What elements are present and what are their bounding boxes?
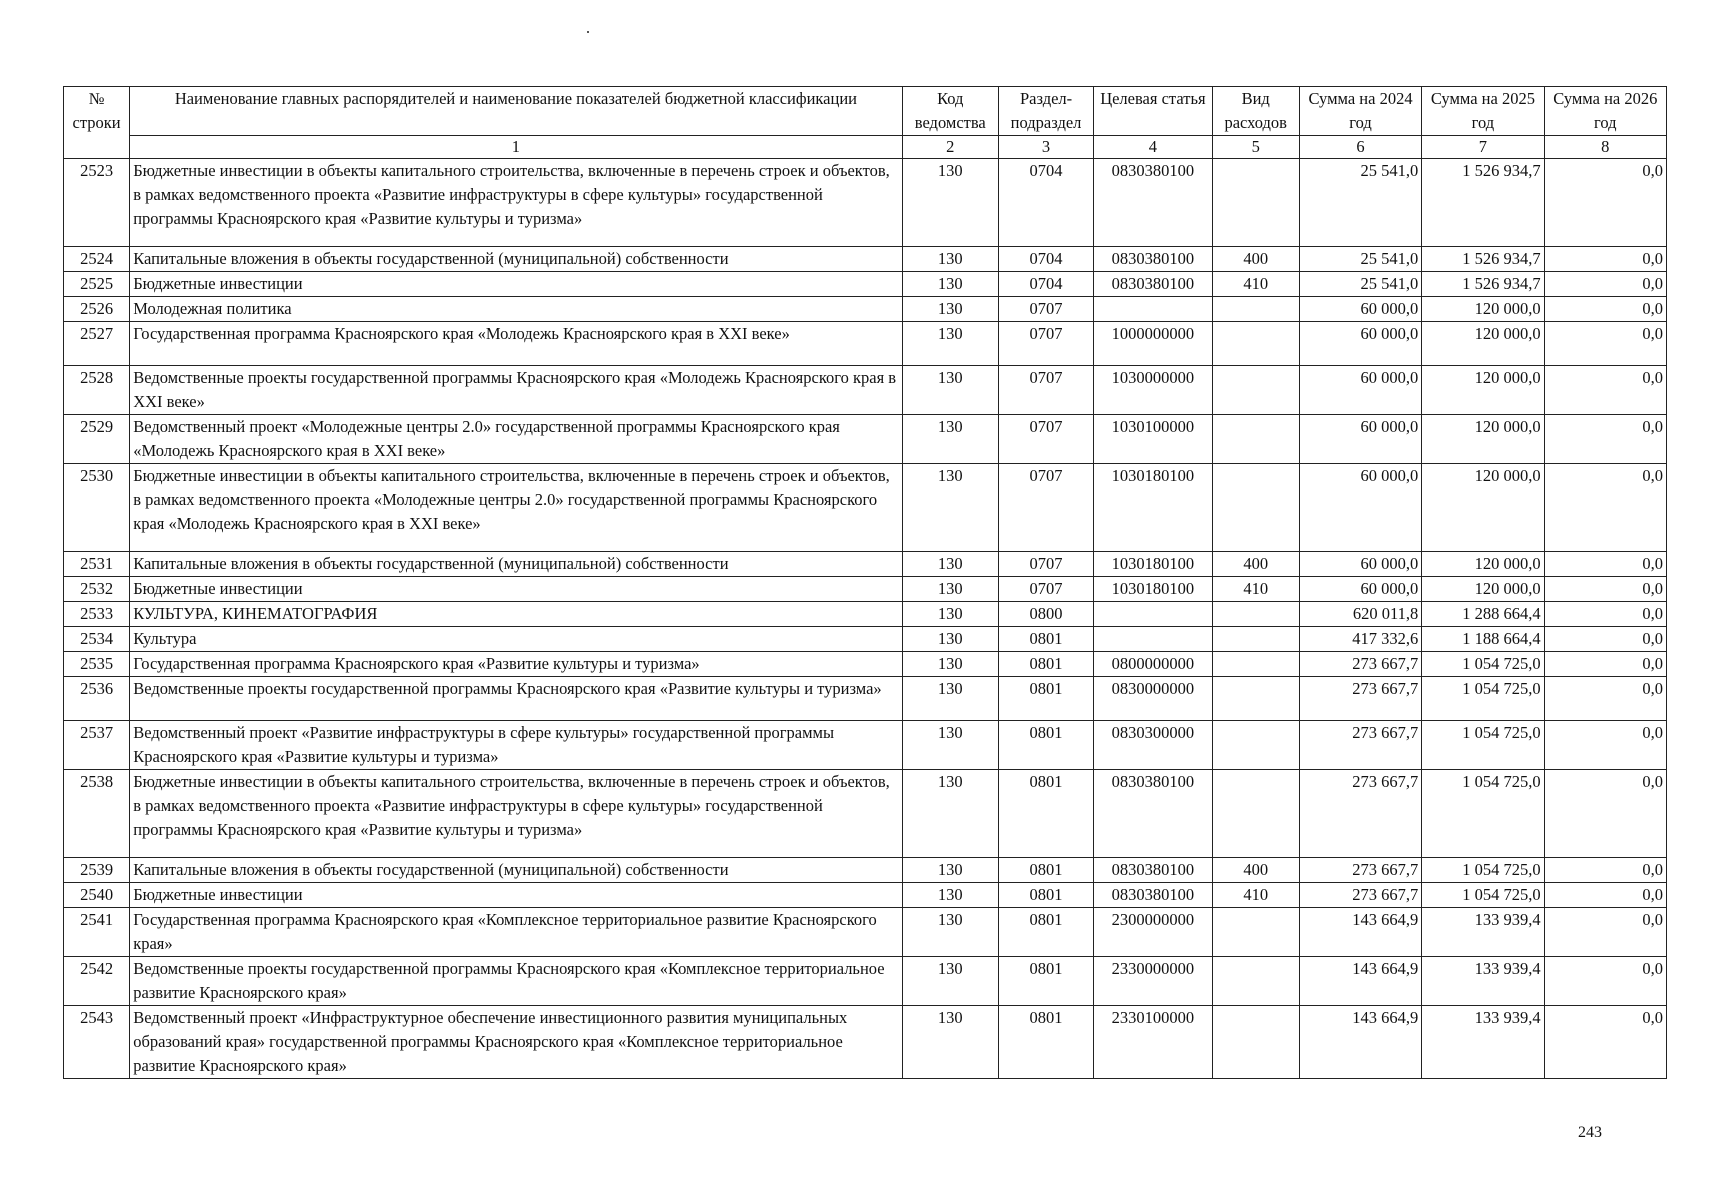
section-code: 0801	[998, 627, 1093, 652]
target-article: 1030180100	[1094, 464, 1212, 552]
section-code: 0801	[998, 1006, 1093, 1079]
sum-2025: 1 054 725,0	[1422, 677, 1544, 721]
table-row	[64, 677, 1667, 721]
sum-2025: 133 939,4	[1422, 908, 1544, 957]
row-name: Государственная программа Красноярского края «Молодежь Красноярского края в XXI веке»	[130, 322, 902, 366]
column-header: Сумма на 2025 год	[1422, 87, 1544, 136]
target-article: 2300000000	[1094, 908, 1212, 957]
table-body	[64, 159, 1667, 1079]
table-row	[64, 366, 1667, 415]
row-name: Культура	[130, 627, 902, 652]
section-code: 0707	[998, 366, 1093, 415]
sum-2025: 1 054 725,0	[1422, 770, 1544, 858]
target-article: 1000000000	[1094, 322, 1212, 366]
sum-2026: 0,0	[1544, 627, 1666, 652]
column-header: № строки	[64, 87, 130, 159]
sum-2024: 60 000,0	[1299, 366, 1421, 415]
budget-table	[63, 86, 1667, 1079]
sum-2024: 273 667,7	[1299, 652, 1421, 677]
row-number: 2543	[64, 1006, 130, 1079]
row-name: Бюджетные инвестиции в объекты капитального строительства, включенные в перечень строек и объектов, в рамках ведомственного проекта «Молодежные центры 2.0» государственной программы Красноярского края «Молодежь Красноярского края в XXI веке»	[130, 464, 902, 552]
sum-2024: 417 332,6	[1299, 627, 1421, 652]
sum-2024: 60 000,0	[1299, 577, 1421, 602]
row-name: Ведомственные проекты государственной программы Красноярского края «Комплексное территориальное развитие Красноярского края»	[130, 957, 902, 1006]
target-article: 1030100000	[1094, 415, 1212, 464]
row-name: Ведомственные проекты государственной программы Красноярского края «Развитие культуры и туризма»	[130, 677, 902, 721]
dept-code: 130	[902, 366, 998, 415]
dept-code: 130	[902, 602, 998, 627]
expense-type: 400	[1212, 552, 1299, 577]
scan-speck	[587, 31, 589, 33]
target-article: 0830380100	[1094, 247, 1212, 272]
dept-code: 130	[902, 159, 998, 247]
target-article: 0830380100	[1094, 858, 1212, 883]
sum-2025: 1 054 725,0	[1422, 721, 1544, 770]
sum-2024: 273 667,7	[1299, 770, 1421, 858]
sum-2025: 120 000,0	[1422, 552, 1544, 577]
table-row	[64, 322, 1667, 366]
table-row	[64, 721, 1667, 770]
sum-2024: 60 000,0	[1299, 322, 1421, 366]
column-header: Наименование главных распорядителей и наименование показателей бюджетной классификации	[130, 87, 902, 136]
expense-type	[1212, 770, 1299, 858]
dept-code: 130	[902, 627, 998, 652]
sum-2024: 25 541,0	[1299, 159, 1421, 247]
row-number: 2537	[64, 721, 130, 770]
sum-2026: 0,0	[1544, 272, 1666, 297]
sum-2025: 1 526 934,7	[1422, 272, 1544, 297]
target-article: 0800000000	[1094, 652, 1212, 677]
row-number: 2528	[64, 366, 130, 415]
expense-type	[1212, 297, 1299, 322]
table-row	[64, 957, 1667, 1006]
sum-2026: 0,0	[1544, 577, 1666, 602]
sum-2025: 120 000,0	[1422, 366, 1544, 415]
table-row	[64, 602, 1667, 627]
row-number: 2529	[64, 415, 130, 464]
header-row	[64, 87, 1667, 136]
table-row	[64, 464, 1667, 552]
section-code: 0801	[998, 908, 1093, 957]
sum-2026: 0,0	[1544, 552, 1666, 577]
sum-2025: 1 526 934,7	[1422, 159, 1544, 247]
row-number: 2533	[64, 602, 130, 627]
sum-2026: 0,0	[1544, 415, 1666, 464]
row-name: Государственная программа Красноярского края «Развитие культуры и туризма»	[130, 652, 902, 677]
dept-code: 130	[902, 247, 998, 272]
table-row	[64, 1006, 1667, 1079]
dept-code: 130	[902, 883, 998, 908]
target-article: 0830380100	[1094, 159, 1212, 247]
sum-2025: 1 054 725,0	[1422, 652, 1544, 677]
sum-2026: 0,0	[1544, 1006, 1666, 1079]
table-row	[64, 415, 1667, 464]
sum-2025: 120 000,0	[1422, 322, 1544, 366]
row-name: Ведомственный проект «Молодежные центры 2.0» государственной программы Красноярского края «Молодежь Красноярского края в XXI веке»	[130, 415, 902, 464]
row-number: 2540	[64, 883, 130, 908]
sum-2024: 273 667,7	[1299, 677, 1421, 721]
target-article: 1030180100	[1094, 552, 1212, 577]
expense-type: 400	[1212, 247, 1299, 272]
target-article: 0830380100	[1094, 883, 1212, 908]
section-code: 0707	[998, 464, 1093, 552]
table-row	[64, 652, 1667, 677]
section-code: 0801	[998, 652, 1093, 677]
sum-2025: 120 000,0	[1422, 297, 1544, 322]
sum-2025: 1 054 725,0	[1422, 858, 1544, 883]
dept-code: 130	[902, 677, 998, 721]
expense-type	[1212, 627, 1299, 652]
expense-type: 410	[1212, 883, 1299, 908]
table-row	[64, 247, 1667, 272]
table-row	[64, 770, 1667, 858]
expense-type	[1212, 677, 1299, 721]
sum-2024: 25 541,0	[1299, 247, 1421, 272]
target-article: 0830300000	[1094, 721, 1212, 770]
column-number: 8	[1544, 136, 1666, 159]
section-code: 0801	[998, 883, 1093, 908]
expense-type	[1212, 652, 1299, 677]
sum-2024: 620 011,8	[1299, 602, 1421, 627]
target-article: 1030180100	[1094, 577, 1212, 602]
row-name: Бюджетные инвестиции в объекты капитального строительства, включенные в перечень строек и объектов, в рамках ведомственного проекта «Развитие инфраструктуры в сфере культуры» государственной программы Красноярского края «Развитие культуры и туризма»	[130, 159, 902, 247]
sum-2026: 0,0	[1544, 322, 1666, 366]
dept-code: 130	[902, 577, 998, 602]
target-article: 2330000000	[1094, 957, 1212, 1006]
section-code: 0704	[998, 247, 1093, 272]
column-number: 3	[998, 136, 1093, 159]
table-row	[64, 272, 1667, 297]
expense-type: 400	[1212, 858, 1299, 883]
row-name: Бюджетные инвестиции	[130, 577, 902, 602]
dept-code: 130	[902, 858, 998, 883]
expense-type: 410	[1212, 272, 1299, 297]
table-row	[64, 908, 1667, 957]
expense-type	[1212, 159, 1299, 247]
expense-type: 410	[1212, 577, 1299, 602]
section-code: 0801	[998, 721, 1093, 770]
table-row	[64, 297, 1667, 322]
section-code: 0707	[998, 552, 1093, 577]
column-header: Вид расходов	[1212, 87, 1299, 136]
dept-code: 130	[902, 1006, 998, 1079]
sum-2026: 0,0	[1544, 159, 1666, 247]
sum-2024: 143 664,9	[1299, 1006, 1421, 1079]
expense-type	[1212, 602, 1299, 627]
table-row	[64, 858, 1667, 883]
target-article: 2330100000	[1094, 1006, 1212, 1079]
expense-type	[1212, 464, 1299, 552]
row-name: Бюджетные инвестиции	[130, 272, 902, 297]
row-number: 2535	[64, 652, 130, 677]
row-name: Ведомственный проект «Инфраструктурное обеспечение инвестиционного развития муниципальных образований края» государственной программы Красноярского края «Комплексное территориальное развитие Красноярского края»	[130, 1006, 902, 1079]
sum-2025: 133 939,4	[1422, 1006, 1544, 1079]
column-number: 7	[1422, 136, 1544, 159]
sum-2026: 0,0	[1544, 957, 1666, 1006]
row-number: 2538	[64, 770, 130, 858]
target-article	[1094, 602, 1212, 627]
sum-2024: 60 000,0	[1299, 415, 1421, 464]
expense-type	[1212, 721, 1299, 770]
sum-2024: 60 000,0	[1299, 297, 1421, 322]
section-code: 0801	[998, 858, 1093, 883]
row-name: Государственная программа Красноярского края «Комплексное территориальное развитие Красноярского края»	[130, 908, 902, 957]
row-name: Капитальные вложения в объекты государственной (муниципальной) собственности	[130, 552, 902, 577]
target-article: 0830000000	[1094, 677, 1212, 721]
sum-2026: 0,0	[1544, 677, 1666, 721]
expense-type	[1212, 908, 1299, 957]
dept-code: 130	[902, 957, 998, 1006]
column-header: Раздел-подраздел	[998, 87, 1093, 136]
sum-2024: 273 667,7	[1299, 883, 1421, 908]
sum-2025: 1 188 664,4	[1422, 627, 1544, 652]
table-header	[64, 87, 1667, 159]
sum-2024: 60 000,0	[1299, 464, 1421, 552]
sum-2026: 0,0	[1544, 602, 1666, 627]
row-name: Бюджетные инвестиции в объекты капитального строительства, включенные в перечень строек и объектов, в рамках ведомственного проекта «Развитие инфраструктуры в сфере культуры» государственной программы Красноярского края «Развитие культуры и туризма»	[130, 770, 902, 858]
expense-type	[1212, 322, 1299, 366]
section-code: 0801	[998, 677, 1093, 721]
dept-code: 130	[902, 464, 998, 552]
table-row	[64, 577, 1667, 602]
sum-2026: 0,0	[1544, 297, 1666, 322]
column-number: 1	[130, 136, 902, 159]
row-number: 2539	[64, 858, 130, 883]
row-name: Ведомственный проект «Развитие инфраструктуры в сфере культуры» государственной программы Красноярского края «Развитие культуры и туризма»	[130, 721, 902, 770]
row-number: 2530	[64, 464, 130, 552]
column-header: Код ведомства	[902, 87, 998, 136]
dept-code: 130	[902, 297, 998, 322]
sum-2025: 1 288 664,4	[1422, 602, 1544, 627]
row-number: 2534	[64, 627, 130, 652]
target-article	[1094, 627, 1212, 652]
column-header: Целевая статья	[1094, 87, 1212, 136]
sum-2026: 0,0	[1544, 770, 1666, 858]
expense-type	[1212, 415, 1299, 464]
sum-2025: 1 054 725,0	[1422, 883, 1544, 908]
row-number: 2524	[64, 247, 130, 272]
row-number: 2531	[64, 552, 130, 577]
sum-2025: 120 000,0	[1422, 464, 1544, 552]
table-row	[64, 627, 1667, 652]
dept-code: 130	[902, 652, 998, 677]
sum-2026: 0,0	[1544, 247, 1666, 272]
dept-code: 130	[902, 908, 998, 957]
sum-2026: 0,0	[1544, 883, 1666, 908]
expense-type	[1212, 366, 1299, 415]
sum-2026: 0,0	[1544, 652, 1666, 677]
expense-type	[1212, 1006, 1299, 1079]
target-article: 0830380100	[1094, 770, 1212, 858]
section-code: 0704	[998, 159, 1093, 247]
sum-2026: 0,0	[1544, 908, 1666, 957]
sum-2026: 0,0	[1544, 721, 1666, 770]
section-code: 0707	[998, 577, 1093, 602]
sum-2025: 120 000,0	[1422, 577, 1544, 602]
sum-2026: 0,0	[1544, 366, 1666, 415]
row-number: 2542	[64, 957, 130, 1006]
expense-type	[1212, 957, 1299, 1006]
row-number: 2541	[64, 908, 130, 957]
row-name: Бюджетные инвестиции	[130, 883, 902, 908]
column-number: 6	[1299, 136, 1421, 159]
section-code: 0801	[998, 770, 1093, 858]
column-header: Сумма на 2024 год	[1299, 87, 1421, 136]
table-row	[64, 552, 1667, 577]
sum-2024: 273 667,7	[1299, 858, 1421, 883]
row-number: 2523	[64, 159, 130, 247]
page-number: 243	[1578, 1124, 1602, 1141]
dept-code: 130	[902, 272, 998, 297]
target-article: 0830380100	[1094, 272, 1212, 297]
row-name: КУЛЬТУРА, КИНЕМАТОГРАФИЯ	[130, 602, 902, 627]
row-name: Ведомственные проекты государственной программы Красноярского края «Молодежь Красноярского края в XXI веке»	[130, 366, 902, 415]
table-row	[64, 883, 1667, 908]
section-code: 0707	[998, 297, 1093, 322]
column-number: 2	[902, 136, 998, 159]
column-number-row	[64, 136, 1667, 159]
row-number: 2532	[64, 577, 130, 602]
dept-code: 130	[902, 721, 998, 770]
section-code: 0707	[998, 322, 1093, 366]
sum-2025: 120 000,0	[1422, 415, 1544, 464]
section-code: 0707	[998, 415, 1093, 464]
sum-2025: 133 939,4	[1422, 957, 1544, 1006]
section-code: 0800	[998, 602, 1093, 627]
sum-2025: 1 526 934,7	[1422, 247, 1544, 272]
row-number: 2527	[64, 322, 130, 366]
table-row	[64, 159, 1667, 247]
dept-code: 130	[902, 770, 998, 858]
dept-code: 130	[902, 322, 998, 366]
section-code: 0801	[998, 957, 1093, 1006]
row-name: Капитальные вложения в объекты государственной (муниципальной) собственности	[130, 247, 902, 272]
row-number: 2526	[64, 297, 130, 322]
sum-2024: 60 000,0	[1299, 552, 1421, 577]
target-article	[1094, 297, 1212, 322]
row-number: 2525	[64, 272, 130, 297]
sum-2024: 143 664,9	[1299, 957, 1421, 1006]
target-article: 1030000000	[1094, 366, 1212, 415]
sum-2024: 143 664,9	[1299, 908, 1421, 957]
column-header: Сумма на 2026 год	[1544, 87, 1666, 136]
section-code: 0704	[998, 272, 1093, 297]
column-number: 5	[1212, 136, 1299, 159]
sum-2024: 25 541,0	[1299, 272, 1421, 297]
row-number: 2536	[64, 677, 130, 721]
row-name: Капитальные вложения в объекты государственной (муниципальной) собственности	[130, 858, 902, 883]
column-number: 4	[1094, 136, 1212, 159]
row-name: Молодежная политика	[130, 297, 902, 322]
sum-2024: 273 667,7	[1299, 721, 1421, 770]
sum-2026: 0,0	[1544, 858, 1666, 883]
sum-2026: 0,0	[1544, 464, 1666, 552]
dept-code: 130	[902, 415, 998, 464]
dept-code: 130	[902, 552, 998, 577]
